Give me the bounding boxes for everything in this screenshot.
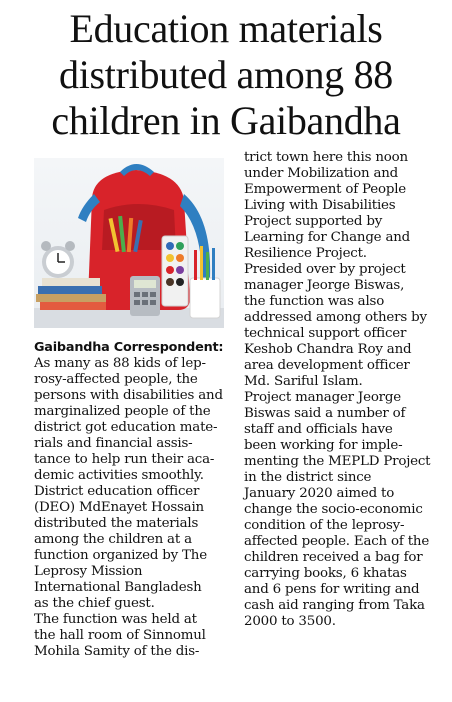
article-line: Empowerment of People (244, 182, 407, 197)
headline-line: distributed among 88 (59, 52, 393, 97)
article-line: Project manager Jeorge (244, 390, 401, 405)
article-line: rosy-affected people, the (34, 372, 198, 387)
article-line: Resilience Project. (244, 246, 367, 261)
article-line: addressed among others by (244, 310, 427, 325)
article-line: the hall room of Sinnomul (34, 628, 206, 643)
article-line: demic activities smoothly. (34, 468, 204, 483)
article-line: tance to help run their aca- (34, 452, 215, 467)
article-line: been working for imple- (244, 438, 403, 453)
article-line: menting the MEPLD Project (244, 454, 431, 469)
article-line: among the children at a (34, 532, 192, 547)
article-line: cash aid ranging from Taka (244, 598, 425, 613)
article-line: Learning for Change and (244, 230, 411, 245)
article-line: technical support officer (244, 326, 407, 341)
article-line: January 2020 aimed to (244, 486, 395, 501)
article-line: As many as 88 kids of lep- (34, 356, 206, 371)
article-line: the function was also (244, 294, 385, 309)
article-line: under Mobilization and (244, 166, 399, 181)
article-line: marginalized people of the (34, 404, 211, 419)
article-line: International Bangladesh (34, 580, 202, 595)
article-line: Mohila Samity of the dis- (34, 644, 200, 659)
article-line: Living with Disabilities (244, 198, 396, 213)
article-line: Keshob Chandra Roy and (244, 342, 412, 357)
article-line: 2000 to 3500. (244, 614, 336, 629)
article-line: rials and financial assis- (34, 436, 193, 451)
article-line: Biswas said a number of (244, 406, 406, 421)
article-line: staff and officials have (244, 422, 393, 437)
article-left-column (34, 340, 234, 660)
article-line: district got education mate- (34, 420, 218, 435)
article-line: persons with disabilities and (34, 388, 223, 403)
article-line: in the district since (244, 470, 372, 485)
article-line: The function was held at (34, 612, 197, 627)
headline-line: children in Gaibandha (51, 98, 401, 143)
article-line: Md. Sariful Islam. (244, 374, 363, 389)
article-line: condition of the leprosy- (244, 518, 405, 533)
article-line: Presided over by project (244, 262, 406, 277)
article-line: area development officer (244, 358, 410, 373)
article-line: and 6 pens for writing and (244, 582, 420, 597)
article-line: affected people. Each of the (244, 534, 430, 549)
byline: Gaibandha Correspondent: (34, 340, 224, 355)
school-supplies-photo (34, 158, 224, 328)
article-line: children received a bag for (244, 550, 423, 565)
article-line: (DEO) MdEnayet Hossain (34, 500, 204, 515)
headline-line: Education materials (69, 6, 383, 51)
article-line: as the chief guest. (34, 596, 155, 611)
article-right-column (244, 150, 449, 630)
article-line: manager Jeorge Biswas, (244, 278, 405, 293)
article-line: trict town here this noon (244, 150, 408, 165)
article-line: change the socio-economic (244, 502, 423, 517)
article-line: District education officer (34, 484, 200, 499)
article-line: distributed the materials (34, 516, 199, 531)
headline (0, 6, 452, 144)
article-line: Project supported by (244, 214, 383, 229)
article-line: function organized by The (34, 548, 207, 563)
article-line: carrying books, 6 khatas (244, 566, 407, 581)
article-line: Leprosy Mission (34, 564, 143, 579)
